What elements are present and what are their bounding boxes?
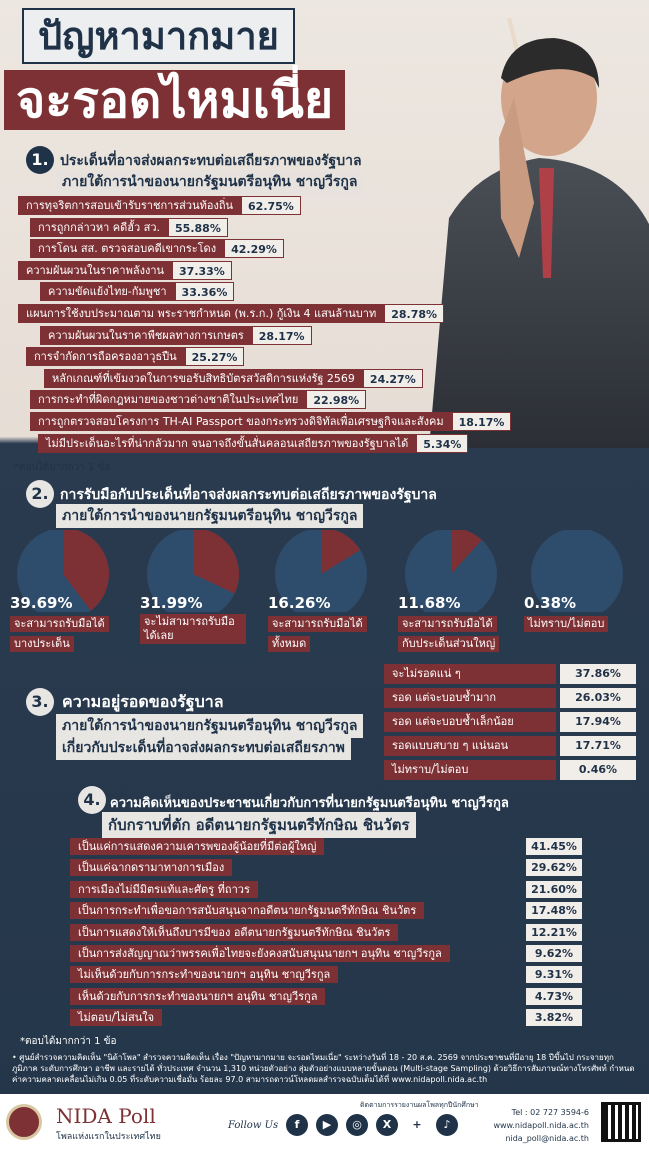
section-1-heading: ประเด็นที่อาจส่งผลกระทบต่อเสถียรภาพของรัฐบาล [60, 153, 362, 169]
pie-value: 39.69% [10, 594, 73, 612]
row-label: รอดแบบสบาย ๆ แน่นอน [384, 736, 556, 756]
row-value: 62.75% [241, 196, 301, 215]
row-label: ไม่ทราบ/ไม่ตอบ [384, 760, 556, 780]
politician-photo [389, 18, 649, 448]
section-1-row [26, 347, 244, 366]
section-1-row [18, 261, 232, 280]
row-label: เป็นการแสดงให้เห็นถึงบารมีของ อดีตนายกรัฐมนตรีทักษิณ ชินวัตร [70, 924, 398, 941]
section-3-subheading-2: เกี่ยวกับประเด็นที่อาจส่งผลกระทบต่อเสถียรภาพ [56, 736, 351, 760]
row-label: การจำกัดการถือครองอาวุธปืน [26, 347, 185, 366]
section-3-subheading-1: ภายใต้การนำของนายกรัฐมนตรีอนุทิน ชาญวีรกูล [56, 714, 363, 738]
section-1-number: 1. [26, 146, 54, 174]
section-1-note: *ตอบได้มากกว่า 1 ข้อ [14, 462, 111, 473]
nida-logo-icon [6, 1104, 42, 1140]
row-value: 25.27% [185, 347, 245, 366]
pie-chart [524, 530, 630, 632]
section-4-heading: ความคิดเห็นของประชาชนเกี่ยวกับการที่นายกรัฐมนตรีอนุทิน ชาญวีรกูล [110, 796, 509, 811]
row-value: 28.17% [252, 326, 312, 345]
plus-icon[interactable]: + [412, 1118, 422, 1131]
title-line-2: จะรอดไหมเนี่ย [4, 70, 345, 130]
section-1-row [40, 326, 312, 345]
row-value: 17.94% [560, 712, 636, 732]
tiktok-icon[interactable]: ♪ [436, 1114, 458, 1136]
row-value: 22.98% [306, 390, 366, 409]
section-2-number: 2. [26, 480, 54, 508]
row-label: ไม่ตอบ/ไม่สนใจ [70, 1009, 162, 1026]
row-label: ความผันผวนในราคาพลังงาน [18, 261, 172, 280]
logo-name: NIDA Poll [56, 1104, 156, 1128]
section-1-row [18, 304, 444, 323]
row-label: รอด แต่จะบอบช้ำเล็กน้อย [384, 712, 556, 732]
section-4-row [70, 966, 338, 983]
pie-chart [10, 530, 116, 652]
methodology-text: • ศูนย์สำรวจความคิดเห็น "นิด้าโพล" สำรวจความคิดเห็น เรื่อง "ปัญหามากมาย จะรอดไหมเนี่ย" ระหว่างวันที่ 18 - 20 ส.ค. 2569 จากประชาชนที่มีอายุ 18 ปีขึ้นไป กระจายทุกภูมิภาค ระดับการศึกษา อาชีพ และรายได้ ทั่วประเทศ จำนวน 1,310 หน่วยตัวอย่าง สุ่มตัวอย่างแบบหลายขั้นตอน (Multi-stage Sampling) ด้วยวิธีการสัมภาษณ์ทางโทรศัพท์ กำหนดค่าความคลาดเคลื่อนไม่เกิน 0.05 ที่ระดับความเชื่อมั่น ร้อยละ 97.0 สามารถดาวน์โหลดผลสำรวจฉบับเต็มได้ที่ www.nidapoll.nida.ac.th [12, 1053, 635, 1084]
contact-info [493, 1106, 589, 1145]
pie-chart [398, 530, 504, 652]
pie-value: 0.38% [524, 594, 577, 612]
row-label: ไม่มีประเด็นอะไรที่น่ากลัวมาก จนอาจถึงขั้นสั่นคลอนเสถียรภาพของรัฐบาลได้ [38, 434, 416, 453]
qr-code-icon[interactable] [601, 1102, 641, 1142]
section-1-row [18, 196, 301, 215]
row-label: เป็นแค่การแสดงความเคารพของผู้น้อยที่มีต่อผู้ใหญ่ [70, 838, 324, 855]
row-label: การถูกตรวจสอบโครงการ TH-AI Passport ของกระทรวงดิจิทัลเพื่อเศรษฐกิจและสังคม [30, 412, 452, 431]
section-1-row [38, 434, 468, 453]
row-value: 18.17% [452, 412, 512, 431]
youtube-icon[interactable]: ▶ [316, 1114, 338, 1136]
pie-value: 11.68% [398, 594, 461, 612]
row-value: 37.33% [172, 261, 232, 280]
section-1-row [30, 412, 511, 431]
facebook-icon[interactable]: f [286, 1114, 308, 1136]
row-label: หลักเกณฑ์ที่เข้มงวดในการขอรับสิทธิบัตรสวัสดิการแห่งรัฐ 2569 [44, 369, 363, 388]
row-value: 9.62% [526, 945, 582, 962]
row-label: แผนการใช้งบประมาณตาม พระราชกำหนด (พ.ร.ก.) กู้เงิน 4 แสนล้านบาท [18, 304, 384, 323]
row-label: รอด แต่จะบอบช้ำมาก [384, 688, 556, 708]
title-line-1: ปัญหามากมาย [22, 8, 295, 64]
section-4-row [70, 902, 424, 919]
row-value: 37.86% [560, 664, 636, 684]
pie-label-2: กับประเด็นส่วนใหญ่ [398, 636, 499, 652]
section-4-row [70, 988, 325, 1005]
logo-tagline: โพลแห่งแรกในประเทศไทย [56, 1132, 161, 1142]
section-4-row [70, 924, 398, 941]
row-value: 24.27% [363, 369, 423, 388]
section-3-row [384, 712, 636, 732]
row-label: การทุจริตการสอบเข้ารับราชการส่วนท้องถิ่น [18, 196, 241, 215]
pie-label: ไม่ทราบ/ไม่ตอบ [524, 616, 608, 632]
x-icon[interactable]: X [376, 1114, 398, 1136]
follow-label: Follow Us [228, 1120, 279, 1131]
follow-caption: ติดตามการรายงานผลโพลทุกปีนักศึกษา [360, 1101, 479, 1109]
contact-phone: Tel : 02 727 3594-6 [511, 1108, 589, 1117]
pie-label-2: ทั้งหมด [268, 636, 310, 652]
row-value: 12.21% [526, 924, 582, 941]
row-value: 17.71% [560, 736, 636, 756]
row-label: การถูกกล่าวหา คดีฮั้ว สว. [30, 218, 168, 237]
row-label: ความผันผวนในราคาพืชผลทางการเกษตร [40, 326, 252, 345]
pie-label-2: บางประเด็น [10, 636, 74, 652]
section-3-row [384, 688, 636, 708]
row-label: เป็นการส่งสัญญาณว่าพรรคเพื่อไทยจะยังคงสนับสนุนนายกฯ อนุทิน ชาญวีรกูล [70, 945, 450, 962]
contact-email[interactable]: nida_poll@nida.ac.th [505, 1134, 589, 1143]
pie-value: 31.99% [140, 594, 203, 612]
row-label: การกระทำที่ผิดกฎหมายของชาวต่างชาติในประเทศไทย [30, 390, 306, 409]
section-3-row [384, 736, 636, 756]
pie-label: จะสามารถรับมือได้ [10, 616, 109, 632]
section-3-row [384, 664, 636, 684]
row-label: ไม่เห็นด้วยกับการกระทำของนายกฯ อนุทิน ชาญวีรกูล [70, 966, 338, 983]
row-label: เป็นการกระทำเพื่อขอการสนับสนุนจากอดีตนายกรัฐมนตรีทักษิณ ชินวัตร [70, 902, 424, 919]
section-4-row [70, 859, 232, 876]
row-value: 0.46% [560, 760, 636, 780]
row-label: ความขัดแย้งไทย-กัมพูชา [40, 282, 175, 301]
section-1-row [30, 390, 366, 409]
instagram-icon[interactable]: ◎ [346, 1114, 368, 1136]
row-value: 33.36% [175, 282, 235, 301]
section-4-number: 4. [78, 786, 106, 814]
pie-value: 16.26% [268, 594, 331, 612]
section-3-row [384, 760, 636, 780]
pie-chart [268, 530, 374, 652]
section-3-heading: ความอยู่รอดของรัฐบาล [62, 692, 224, 711]
contact-web[interactable]: www.nidapoll.nida.ac.th [493, 1121, 589, 1130]
section-1-row [40, 282, 234, 301]
section-1-row [30, 218, 228, 237]
row-value: 3.82% [526, 1009, 582, 1026]
footer-bar [0, 1094, 649, 1149]
pie-label: จะสามารถรับมือได้ [268, 616, 367, 632]
row-value: 28.78% [384, 304, 444, 323]
section-4-note: *ตอบได้มากกว่า 1 ข้อ [20, 1036, 117, 1047]
row-value: 4.73% [526, 988, 582, 1005]
section-2-subheading: ภายใต้การนำของนายกรัฐมนตรีอนุทิน ชาญวีรกูล [56, 504, 363, 528]
section-2-heading: การรับมือกับประเด็นที่อาจส่งผลกระทบต่อเสถียรภาพของรัฐบาล [60, 487, 437, 503]
section-4-row [70, 945, 450, 962]
row-label: การเมืองไม่มีมิตรแท้และศัตรู ที่ถาวร [70, 881, 258, 898]
section-1-row [30, 239, 284, 258]
section-4-row [70, 1009, 162, 1026]
row-value: 29.62% [526, 859, 582, 876]
row-value: 41.45% [526, 838, 582, 855]
row-value: 55.88% [168, 218, 228, 237]
section-1-row [44, 369, 423, 388]
pie-label: จะสามารถรับมือได้ [398, 616, 497, 632]
pie-label: จะไม่สามารถรับมือได้เลย [140, 614, 246, 644]
section-4-subheading: กับกราบที่ตัก อดีตนายกรัฐมนตรีทักษิณ ชินวัตร [102, 812, 416, 838]
section-4-row [70, 838, 324, 855]
row-label: เป็นแค่ฉากดรามาทางการเมือง [70, 859, 232, 876]
row-label: เห็นด้วยกับการกระทำของนายกฯ อนุทิน ชาญวีรกูล [70, 988, 325, 1005]
pie-chart [140, 530, 246, 644]
section-1-subheading: ภายใต้การนำของนายกรัฐมนตรีอนุทิน ชาญวีรกูล [56, 170, 363, 194]
row-label: การโดน สส. ตรวจสอบคดีเขากระโดง [30, 239, 224, 258]
row-value: 26.03% [560, 688, 636, 708]
row-label: จะไม่รอดแน่ ๆ [384, 664, 556, 684]
row-value: 17.48% [526, 902, 582, 919]
section-4-row [70, 881, 258, 898]
row-value: 21.60% [526, 881, 582, 898]
row-value: 42.29% [224, 239, 284, 258]
row-value: 5.34% [416, 434, 468, 453]
section-3-number: 3. [26, 688, 54, 716]
row-value: 9.31% [526, 966, 582, 983]
